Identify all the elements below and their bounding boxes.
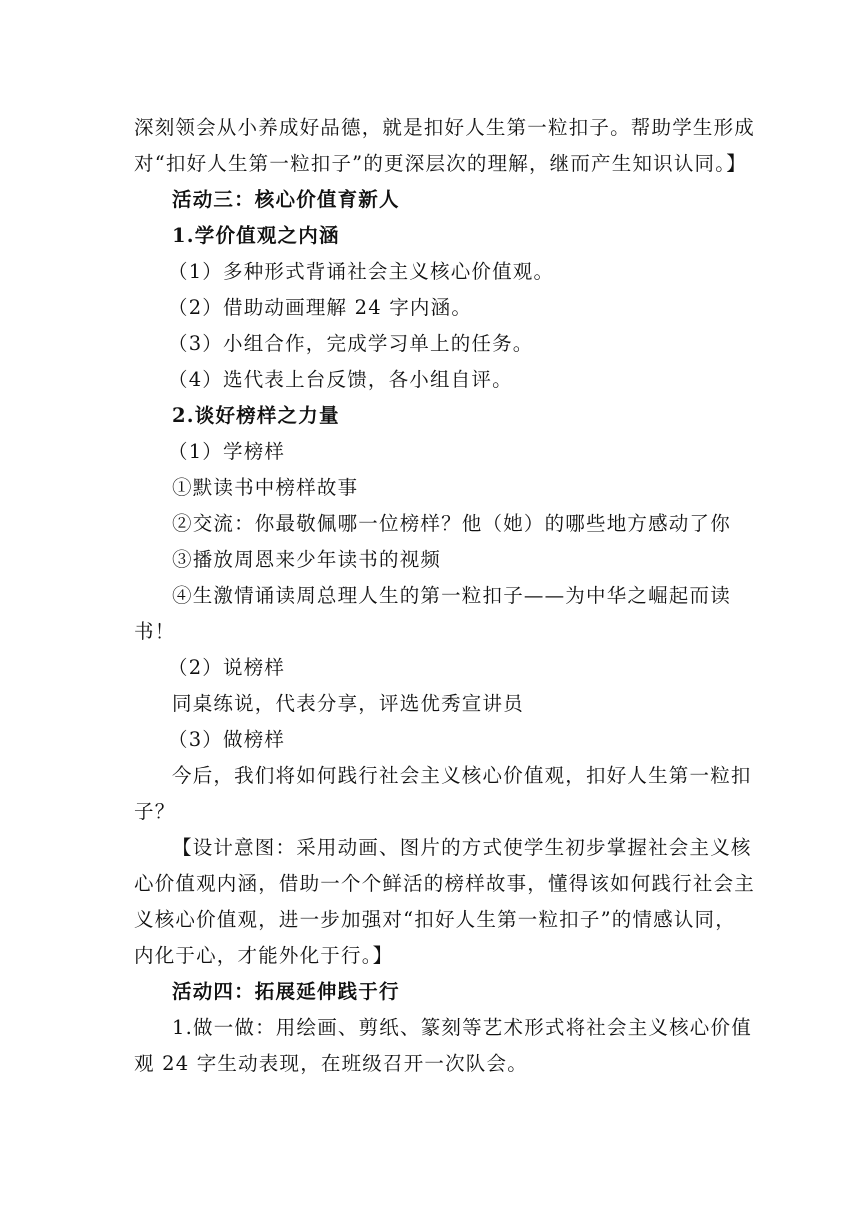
paragraph-line: 深刻领会从小养成好品德，就是扣好人生第一粒扣子。帮助学生形成	[134, 116, 756, 139]
list-item: （1）多种形式背诵社会主义核心价值观。	[168, 260, 555, 283]
list-item: （2）借助动画理解 24 字内涵。	[168, 296, 473, 319]
list-item: （3）做榜样	[168, 728, 286, 751]
list-item: （1）学榜样	[168, 440, 286, 463]
list-item: ④生激情诵读周总理人生的第一粒扣子——为中华之崛起而读	[172, 584, 731, 607]
list-item: ①默读书中榜样故事	[172, 476, 359, 499]
design-intent-line: 义核心价值观，进一步加强对“扣好人生第一粒扣子”的情感认同，	[134, 908, 736, 931]
paragraph-line: 观 24 字生动表现，在班级召开一次队会。	[134, 1052, 528, 1075]
paragraph-line: 书！	[134, 620, 176, 643]
paragraph-line: 今后，我们将如何践行社会主义核心价值观，扣好人生第一粒扣	[172, 764, 752, 787]
list-item: ③播放周恩来少年读书的视频	[172, 548, 442, 571]
list-item: （3）小组合作，完成学习单上的任务。	[168, 332, 534, 355]
paragraph-line: 1.做一做：用绘画、剪纸、篆刻等艺术形式将社会主义核心价值	[172, 1016, 752, 1039]
section-heading-activity-four: 活动四：拓展延伸践于行	[172, 980, 400, 1003]
design-intent-line: 心价值观内涵，借助一个个鲜活的榜样故事，懂得该如何践行社会主	[134, 872, 756, 895]
paragraph-line: 对“扣好人生第一粒扣子”的更深层次的理解，继而产生知识认同。】	[134, 152, 747, 175]
design-intent-line: 内化于心，才能外化于行。】	[134, 944, 394, 967]
subheading-role-models: 2.谈好榜样之力量	[172, 404, 340, 427]
list-item: （2）说榜样	[168, 656, 286, 679]
design-intent-line: 【设计意图：采用动画、图片的方式使学生初步掌握社会主义核	[172, 836, 752, 859]
list-item: ②交流：你最敬佩哪一位榜样？他（她）的哪些地方感动了你	[172, 512, 731, 535]
list-item: （4）选代表上台反馈，各小组自评。	[168, 368, 513, 391]
paragraph-line: 子？	[134, 800, 176, 823]
section-heading-activity-three: 活动三：核心价值育新人	[172, 188, 400, 211]
paragraph-line: 同桌练说，代表分享，评选优秀宣讲员	[172, 692, 524, 715]
subheading-values-meaning: 1.学价值观之内涵	[172, 224, 340, 247]
